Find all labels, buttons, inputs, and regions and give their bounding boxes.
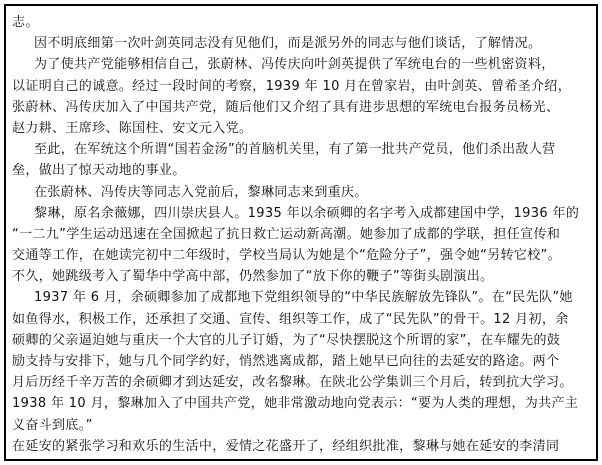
text-line-8: 垒，做出了惊天动地的事业。	[12, 163, 186, 179]
text-line-3: 为了使共产党能够相信自己，张蔚林、冯传庆向叶剑英提供了军统电台的一些机密资料，	[34, 57, 555, 73]
text-line-20: 义奋斗到底。”	[12, 417, 93, 433]
text-line-4: 以证明自己的诚意。经过一段时间的考察，1939 年 10 月在曾家岩，由叶剑英、曾希圣介绍，	[12, 78, 572, 94]
document-body	[12, 12, 596, 457]
text-line-19: 1938 年 10 月，黎琳加入了中国共产党，她非常激动地向党表示：“要为人类的理想，为共产主	[12, 396, 579, 412]
text-line-21: 在延安的紧张学习和欢乐的生活中，爱情之花盛开了，经组织批准，黎琳与她在延安的李清同	[12, 438, 560, 454]
text-line-6: 赵力耕、王席珍、陈国柱、安文元入党。	[12, 120, 253, 136]
text-line-2: 因不明底细第一次叶剑英同志没有见他们，而是派另外的同志与他们谈话，了解情况。	[34, 36, 542, 52]
text-line-5: 张蔚林、冯传庆加入了中国共产党，随后他们又介绍了具有进步思想的军统电台报务员杨光、	[12, 99, 560, 115]
text-line-1: 志。	[12, 15, 39, 30]
text-line-7: 至此，在军统这个所谓“国若金汤”的首脑机关里，有了第一批共产党员，他们杀出敌人营	[34, 142, 556, 158]
text-line-9: 在张蔚林、冯传庆等同志入党前后，黎琳同志来到重庆。	[34, 184, 368, 200]
text-line-15: 如鱼得水，积极工作，还承担了交通、宣传、组织等工作，成了“民先队”的骨干。12 月初，余	[12, 311, 569, 327]
text-line-18: 月后历经千辛万苦的余硕卿才到达延安，改名黎琳。在陕北公学集训三个月后，转到抗大学习。	[12, 375, 573, 391]
text-line-12: 交通等工作，在她读完初中二年级时，学校当局认为她是个“危险分子”，强令她“另转它校”。	[12, 248, 561, 264]
text-line-17: 励支持与安排下，她与几个同学约好，悄然逃离成都，踏上她早已向往的去延安的路途。两个	[12, 354, 560, 369]
text-line-13: 不久，她跳级考入了蜀华中学高中部，仍然参加了“放下你的鞭子”等街头剧演出。	[12, 269, 494, 285]
text-line-11: “一二九”学生运动迅速在全国掀起了抗日救亡运动新高潮。她参加了成都的学联，担任宣传和	[12, 226, 561, 242]
document-frame	[4, 4, 598, 461]
text-line-14: 1937 年 6 月，余硕卿参加了成都地下党组织领导的“中华民族解放先锋队”。在“民先队”她	[34, 290, 573, 306]
text-line-16: 硕卿的父亲逼迫她与重庆一个大官的儿子订婚，为了“尽快摆脱这个所谓的家”，在车耀先的鼓	[12, 332, 561, 348]
text-line-10: 黎琳，原名余薇娜，四川崇庆县人。1935 年以余硕卿的名字考入成都建国中学，1936 年的	[34, 205, 580, 221]
